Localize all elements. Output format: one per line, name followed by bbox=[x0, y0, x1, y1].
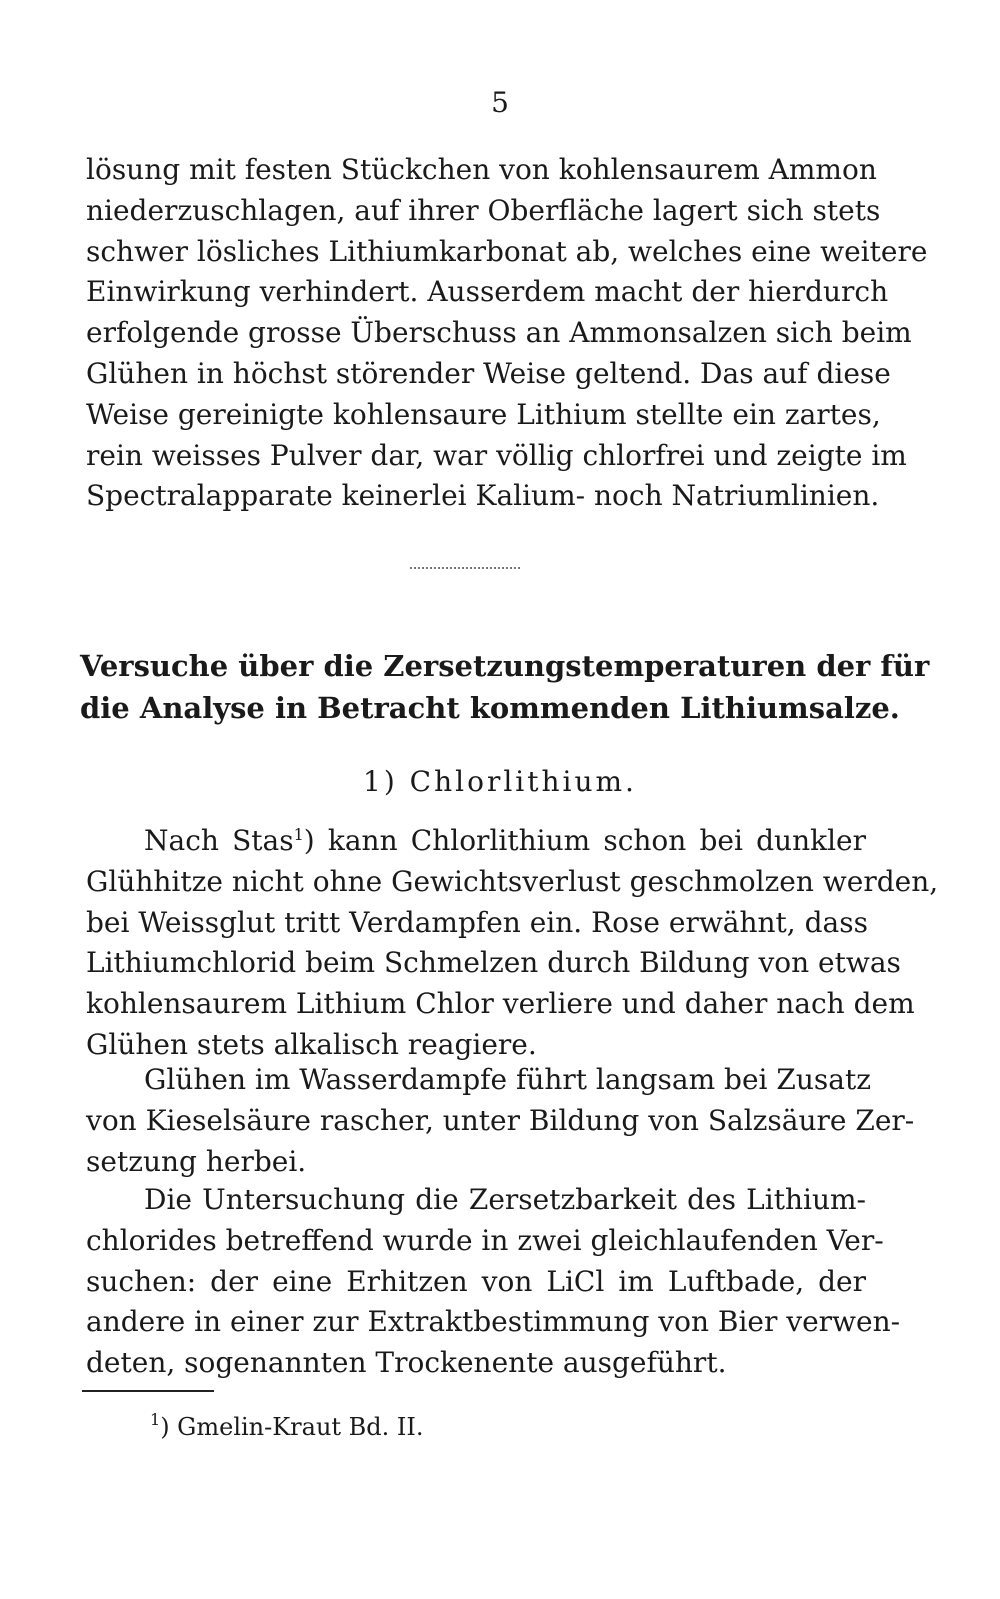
text-fragment: ) kann Chlorlithium schon bei dunkler bbox=[303, 824, 866, 857]
text-line: erfolgende grosse Überschuss an Ammonsalzen sich beim bbox=[86, 316, 912, 350]
text-line: rein weisses Pulver dar, war völlig chlorfrei und zeigte im bbox=[86, 438, 907, 472]
text-line: kohlensaurem Lithium Chlor verliere und daher nach dem bbox=[86, 987, 915, 1021]
text-line: Glühen im Wasserdampfe führt langsam bei Zusatz bbox=[144, 1063, 871, 1096]
text-line: deten, sogenannten Trockenente ausgeführt. bbox=[86, 1346, 727, 1380]
footnote bbox=[150, 1410, 424, 1441]
text-line: setzung herbei. bbox=[86, 1144, 307, 1178]
text-line: andere in einer zur Extraktbestimmung von Bier verwen- bbox=[86, 1305, 901, 1339]
text-fragment: Nach Stas bbox=[144, 824, 294, 857]
text-line: Spectralapparate keinerlei Kalium- noch Natriumlinien. bbox=[86, 479, 880, 513]
heading-line: Versuche über die Zersetzungstemperaturen der für bbox=[80, 649, 930, 683]
text-line: Einwirkung verhindert. Ausserdem macht der hierdurch bbox=[86, 275, 889, 309]
text-line: lösung mit festen Stückchen von kohlensaurem Ammon bbox=[86, 153, 877, 186]
text-line: Glühhitze nicht ohne Gewichtsverlust geschmolzen werden, bbox=[86, 864, 939, 898]
paragraph-untersuchung bbox=[86, 1180, 901, 1384]
text-line: chlorides betreffend wurde in zwei gleichlaufenden Ver- bbox=[86, 1223, 884, 1257]
paragraph-wasserdampf bbox=[86, 1060, 915, 1182]
page-number: 5 bbox=[491, 86, 509, 119]
footnote-rule bbox=[82, 1390, 214, 1392]
footnote-reference: 1 bbox=[293, 825, 304, 844]
footnote-text: ) Gmelin-Kraut Bd. II. bbox=[160, 1413, 424, 1441]
heading-line: die Analyse in Betracht kommenden Lithiumsalze. bbox=[80, 691, 900, 725]
text-line: Lithiumchlorid beim Schmelzen durch Bildung von etwas bbox=[86, 946, 901, 980]
subsection-heading: 1) Chlorlithium. bbox=[363, 765, 637, 798]
text-line: von Kieselsäure rascher, unter Bildung von Salzsäure Zer- bbox=[86, 1103, 915, 1137]
text-line: bei Weissglut tritt Verdampfen ein. Rose erwähnt, dass bbox=[86, 905, 868, 939]
section-heading bbox=[80, 645, 930, 729]
text-line: Glühen in höchst störender Weise geltend. Das auf diese bbox=[86, 356, 891, 390]
text-line: Weise gereinigte kohlensaure Lithium stellte ein zartes, bbox=[86, 397, 881, 431]
section-divider bbox=[410, 567, 520, 569]
text-line bbox=[86, 815, 866, 862]
text-line: Glühen stets alkalisch reagiere. bbox=[86, 1027, 537, 1061]
footnote-mark: 1 bbox=[150, 1410, 161, 1429]
text-line: Die Untersuchung die Zersetzbarkeit des Lithium- bbox=[144, 1183, 866, 1216]
text-line: niederzuschlagen, auf ihrer Oberfläche lagert sich stets bbox=[86, 193, 881, 227]
text-line: schwer lösliches Lithiumkarbonat ab, welches eine weitere bbox=[86, 234, 928, 268]
paragraph-continuation bbox=[86, 150, 928, 517]
text-line: suchen: der eine Erhitzen von LiCl im Luftbade, der bbox=[86, 1264, 866, 1298]
paragraph-chlorlithium bbox=[86, 815, 939, 1066]
